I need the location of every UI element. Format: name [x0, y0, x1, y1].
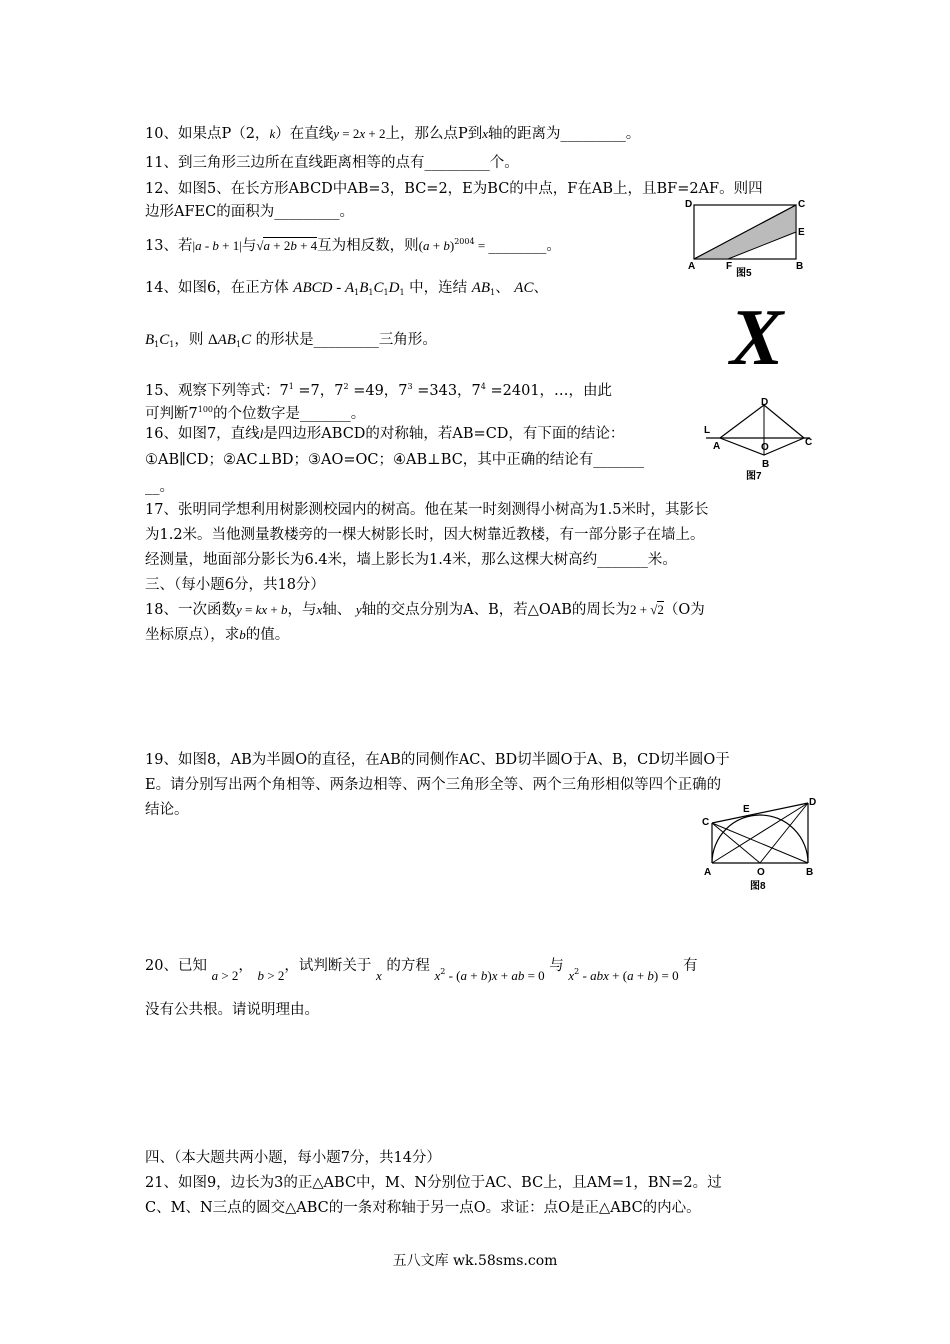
- fig8-label-o: O: [757, 867, 765, 878]
- question-21-line1: 21、如图9，边长为3的正△ABC中，M、N分别位于AC、BC上，且AM=1，BN=2。过: [145, 1175, 722, 1191]
- fig5-caption: 图5: [736, 268, 752, 279]
- question-12-line2: 边形AFEC的面积为_________。: [145, 204, 354, 220]
- question-11: 11、到三角形三边所在直线距离相等的点有_________个。: [145, 155, 519, 171]
- footer-watermark: 五八文库 wk.58sms.com: [392, 1253, 558, 1269]
- fig5-label-f: F: [726, 261, 733, 272]
- question-14-line1: 14、如图6，在正方体 ABCD - $A_1B_1C_1D_1$ 中，连结 $AB_1$、 AC、: [145, 280, 548, 297]
- question-19-line3: 结论。: [145, 802, 189, 818]
- question-17-line1: 17、张明同学想利用树影测校园内的树高。他在某一时刻测得小树高为1.5米时，其影长: [145, 502, 709, 518]
- question-21-line2: C、M、N三点的圆交△ABC的一条对称轴于另一点O。求证：点O是正△ABC的内心。: [145, 1200, 701, 1216]
- question-10: 10、如果点P（2，k）在直线y = 2x + 2上，那么点P到x轴的距离为_________。: [145, 126, 641, 142]
- question-20-line1: 20、已知 a > 2， b > 2，试判断关于 x 的方程 $x^2 - (a + b)x$ + ab = 0 与 $x^2$ - abx + (a + b) = 0 有: [145, 958, 698, 983]
- question-14-line2: $B_1C_1$，则 $\Delta AB_1C$ 的形状是_________三角形。: [145, 332, 437, 349]
- fig5-label-a: A: [688, 261, 696, 272]
- question-18-line2: 坐标原点），求b的值。: [145, 627, 290, 643]
- question-15-line1: 15、观察下列等式：$7^1 =7$，$7^2 =49$，$7^3 =343$，$7^4 =2401$，…，由此: [145, 382, 613, 399]
- fig7-label-d: D: [761, 397, 769, 408]
- fig7-label-l: L: [704, 425, 711, 436]
- fig5-label-e: E: [798, 227, 805, 238]
- section-3-heading: 三、（每小题6分，共18分）: [145, 577, 325, 593]
- question-19-line2: E。请分别写出两个角相等、两条边相等、两个三角形全等、两个三角形相似等四个正确的: [145, 777, 722, 793]
- fig7-caption: 图7: [746, 471, 762, 482]
- question-15-line2: 可判断$7^{100}$的个位数字是_______。: [145, 405, 366, 422]
- fig7-label-c: C: [805, 437, 813, 448]
- fig5-label-c: C: [798, 199, 806, 210]
- question-16-line3: __。: [145, 479, 174, 495]
- section-4-heading: 四、（本大题共两小题，每小题7分，共14分）: [145, 1150, 441, 1166]
- fig8-label-d: D: [809, 797, 817, 808]
- fig5-label-b: B: [796, 261, 804, 272]
- fig8-label-a: A: [704, 867, 712, 878]
- figure-7: [700, 393, 820, 485]
- fig5-label-d: D: [685, 199, 693, 210]
- big-x-symbol: X: [730, 294, 784, 382]
- question-16-line2: ①AB∥CD；②AC⊥BD；③AO=OC；④AB⊥BC，其中正确的结论有_______: [145, 452, 645, 468]
- figure-8: [698, 795, 818, 895]
- fig7-label-o: O: [761, 442, 769, 453]
- question-13: 13、若|a - b + 1|与√a + 2b + 4互为相反数，则$(a + b)^{2004}$ = ________。: [145, 237, 561, 254]
- fig7-label-b: B: [762, 459, 770, 470]
- question-16-line1: 16、如图7，直线l是四边形ABCD的对称轴，若AB=CD，有下面的结论：: [145, 426, 625, 442]
- fig8-label-c: C: [702, 817, 710, 828]
- fig8-label-e: E: [743, 804, 750, 815]
- question-12-line1: 12、如图5、在长方形ABCD中AB=3，BC=2，E为BC的中点，F在AB上，且BF=2AF。则四: [145, 181, 763, 197]
- question-19-line1: 19、如图8，AB为半圆O的直径，在AB的同侧作AC、BD切半圆O于A、B，CD切半圆O于: [145, 752, 730, 768]
- figure-5: [682, 195, 812, 280]
- question-17-line3: 经测量，地面部分影长为6.4米，墙上影长为1.4米，那么这棵大树高约_______米。: [145, 552, 677, 568]
- fig7-label-a: A: [713, 441, 721, 452]
- fig8-caption: 图8: [750, 881, 766, 892]
- fig8-label-b: B: [806, 867, 814, 878]
- question-18-line1: 18、一次函数y = kx + b，与x轴、 y轴的交点分别为A、B，若△OAB的周长为2 + √2（O为: [145, 602, 705, 618]
- question-17-line2: 为1.2米。当他测量教楼旁的一棵大树影长时，因大树靠近教楼，有一部分影子在墙上。: [145, 527, 705, 543]
- question-20-line2: 没有公共根。请说明理由。: [145, 1002, 319, 1018]
